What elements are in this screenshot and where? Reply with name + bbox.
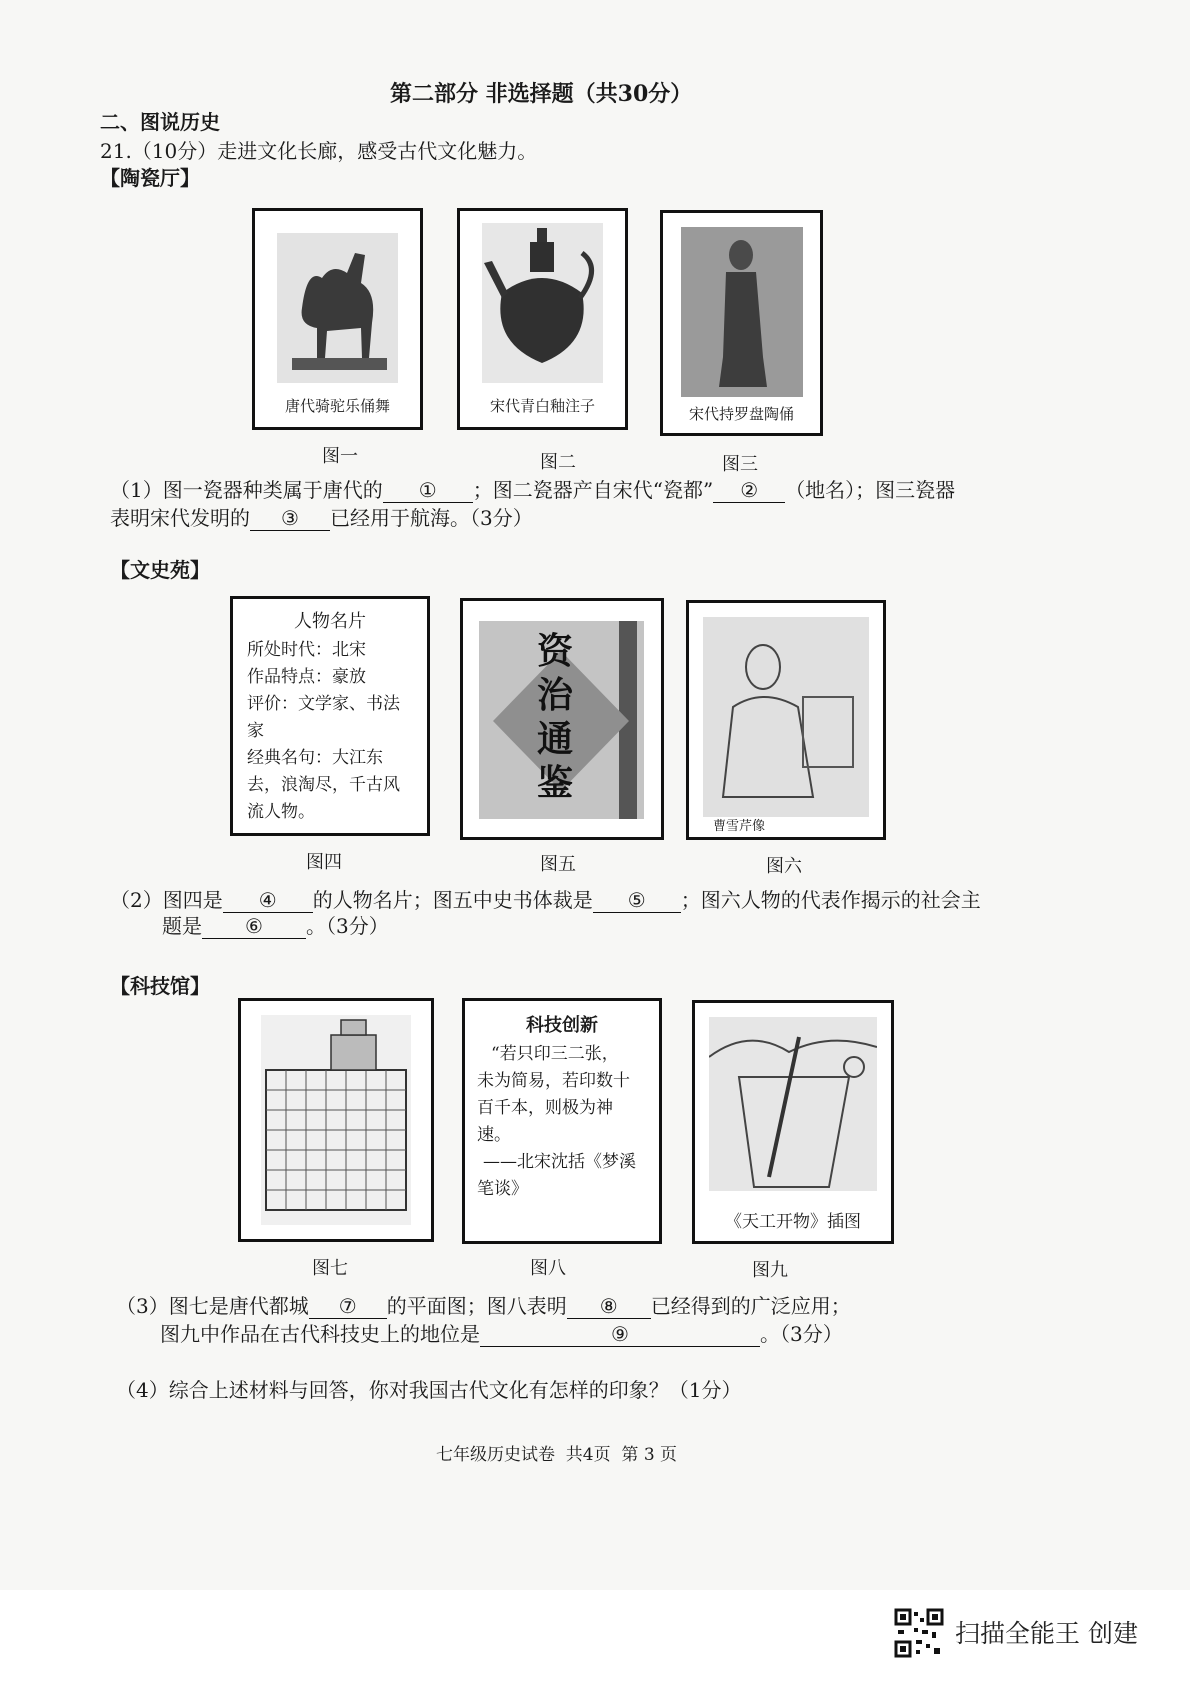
book-title-char: 资 <box>537 630 574 672</box>
hall-science: 【科技馆】 <box>110 974 210 998</box>
book-cover-image <box>479 621 644 819</box>
tiangong-illustration-image <box>709 1017 877 1191</box>
q1-text-3: （地名）；图三瓷器 <box>785 478 956 502</box>
fig5-label: 图五 <box>540 854 576 875</box>
fig8-card-title: 科技创新 <box>526 1015 598 1036</box>
q2-text-4: 题是 <box>162 914 202 938</box>
fig8-line: “若只印三二张， <box>491 1044 619 1064</box>
fig2-label: 图二 <box>540 452 576 473</box>
q3-text-1: （3）图七是唐代都城 <box>116 1294 309 1318</box>
figure-3 <box>660 210 823 436</box>
q3-text-4: 图九中作品在古代科技史上的地位是 <box>160 1322 480 1346</box>
fig4-line: 作品特点：豪放 <box>247 667 366 687</box>
figure-1 <box>252 208 423 430</box>
compass-figurine-image <box>681 227 803 397</box>
section-title: 二、图说历史 <box>100 110 220 134</box>
fig8-line: 笔谈》 <box>477 1179 528 1199</box>
q2-line1 <box>110 886 981 914</box>
q2-text-2: 的人物名片；图五中史书体裁是 <box>312 888 593 912</box>
fig6-caption: 曹雪芹像 <box>713 819 766 834</box>
fig4-label: 图四 <box>306 852 342 873</box>
q2-text-5: 。（3分） <box>306 914 389 938</box>
fig9-label: 图九 <box>752 1260 788 1281</box>
fig8-label: 图八 <box>530 1258 566 1279</box>
figure-5 <box>460 598 664 840</box>
fig3-label: 图三 <box>722 454 758 475</box>
fig4-card-lines <box>247 637 400 826</box>
fig4-line: 流人物。 <box>247 802 315 822</box>
blank-3[interactable]: ③ <box>250 506 330 531</box>
fig9-caption: 《天工开物》插图 <box>725 1212 861 1232</box>
fig7-label: 图七 <box>312 1258 348 1279</box>
q1-line1 <box>110 476 955 504</box>
blank-2[interactable]: ② <box>713 478 785 503</box>
book-title-char: 鉴 <box>537 762 574 804</box>
book-title <box>537 629 573 805</box>
hall-literature: 【文史苑】 <box>110 558 210 582</box>
blank-4[interactable]: ④ <box>223 888 313 913</box>
book-title-char: 治 <box>537 674 574 716</box>
blank-9[interactable]: ⑨ <box>480 1322 760 1347</box>
hall-ceramics: 【陶瓷厅】 <box>100 166 200 190</box>
figure-6 <box>686 600 886 840</box>
fig3-caption: 宋代持罗盘陶俑 <box>688 405 794 423</box>
q1-text-2: ；图二瓷器产自宋代“瓷都” <box>472 478 714 502</box>
q3-text-3: 已经得到的广泛应用； <box>650 1294 851 1318</box>
fig8-line: 速。 <box>477 1125 511 1145</box>
qr-code-icon <box>894 1608 944 1658</box>
blank-1[interactable]: ① <box>383 478 473 503</box>
figure-2 <box>457 208 628 430</box>
q1-text-1: （1）图一瓷器种类属于唐代的 <box>110 478 383 502</box>
fig6-label: 图六 <box>766 856 802 877</box>
city-plan-image <box>261 1015 411 1225</box>
fig4-card-title: 人物名片 <box>294 611 366 632</box>
q1-text-5: 已经用于航海。（3分） <box>330 506 533 530</box>
fig4-line: 家 <box>247 721 264 741</box>
blank-7[interactable]: ⑦ <box>309 1294 387 1319</box>
portrait-image <box>703 617 869 817</box>
camel-figurine-image <box>277 233 398 383</box>
blank-6[interactable]: ⑥ <box>202 914 306 939</box>
q3-text-2: 的平面图；图八表明 <box>386 1294 567 1318</box>
scanner-watermark: 扫描全能王 创建 <box>955 1619 1138 1648</box>
q1-line2 <box>110 504 533 532</box>
figure-9 <box>692 1000 894 1244</box>
fig8-line: 未为简易，若印数十 <box>477 1071 630 1091</box>
fig4-line: 经典名句：大江东 <box>247 748 383 768</box>
blank-5[interactable]: ⑤ <box>593 888 681 913</box>
fig8-line: 百千本，则极为神 <box>477 1098 613 1118</box>
q2-line2 <box>162 912 389 940</box>
fig1-label: 图一 <box>322 446 358 467</box>
q3-text-5: 。（3分） <box>760 1322 843 1346</box>
q3-line2 <box>160 1320 843 1348</box>
fig4-line: 去，浪淘尽，千古风 <box>247 775 400 795</box>
fig8-card-lines <box>477 1041 636 1203</box>
q2-text-1: （2）图四是 <box>110 888 223 912</box>
ewer-image <box>482 223 603 383</box>
fig1-caption: 唐代骑驼乐俑舞 <box>284 397 390 415</box>
page-footer: 七年级历史试卷 共4页 第 3 页 <box>436 1445 678 1465</box>
part-title: 第二部分 非选择题（共30分） <box>390 81 693 107</box>
q3-line1 <box>116 1292 851 1320</box>
fig4-line: 所处时代：北宋 <box>247 640 366 660</box>
fig2-caption: 宋代青白釉注子 <box>489 397 595 415</box>
figure-7 <box>238 998 434 1242</box>
blank-8[interactable]: ⑧ <box>567 1294 651 1319</box>
fig4-line: 评价：文学家、书法 <box>247 694 400 714</box>
figure-4-card <box>230 596 430 836</box>
q2-text-3: ；图六人物的代表作揭示的社会主 <box>680 888 981 912</box>
q1-text-4: 表明宋代发明的 <box>110 506 250 530</box>
question-stem: 21.（10分）走进文化长廊，感受古代文化魅力。 <box>100 139 538 163</box>
figure-8-card <box>462 998 662 1244</box>
fig8-line: ——北宋沈括《梦溪 <box>483 1152 636 1172</box>
book-title-char: 通 <box>537 718 574 760</box>
q4-text: （4）综合上述材料与回答，你对我国古代文化有怎样的印象？（1分） <box>116 1378 742 1402</box>
